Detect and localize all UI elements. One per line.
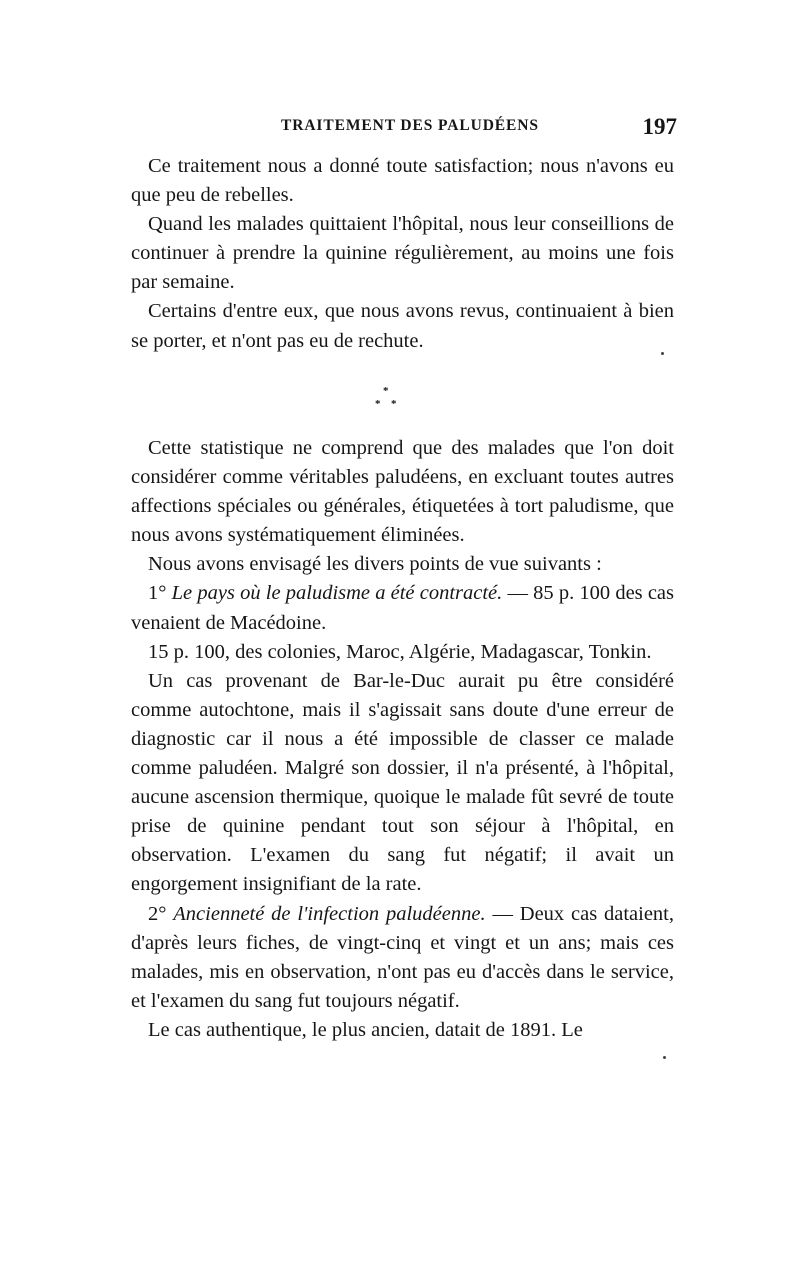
point-one-title: Le pays où le paludisme a été contracté.	[171, 582, 503, 605]
paragraph-colonies: 15 p. 100, des colonies, Maroc, Algérie, Madagascar, Tonkin.	[148, 640, 652, 663]
paragraph-advice-quinine: Quand les malades quittaient l'hôpital, nous leur conseillions de continuer à prendre la quinine régulièrement, au moins une fois par semaine.	[131, 213, 674, 294]
running-head	[131, 114, 677, 142]
asterisk-glyph: *	[391, 398, 397, 410]
point-one-number: 1°	[148, 582, 167, 605]
paragraph-satisfaction: Ce traitement nous a donné toute satisfaction; nous n'avons eu que peu de rebelles.	[131, 155, 674, 207]
point-two-number: 2°	[148, 902, 167, 925]
point-two-text: — Deux cas dataient, d'après leurs fiches, de vingt-cinq et vingt et un ans; mais ces malades, mis en observation, n'ont pas eu d'accès dans le service, et l'examen du sang fut toujours négatif.	[131, 902, 675, 1012]
paragraph-point-two	[131, 900, 674, 1016]
asterisk-glyph: *	[375, 398, 381, 410]
page-number: 197	[642, 114, 677, 139]
print-speck	[663, 1056, 666, 1059]
running-title: TRAITEMENT DES PALUDÉENS	[281, 117, 539, 134]
paragraph-point-one	[131, 579, 674, 637]
paragraph-points-intro: Nous avons envisagé les divers points de vue suivants :	[148, 553, 602, 576]
paragraph-no-relapse: Certains d'entre eux, que nous avons revus, continuaient à bien se porter, et n'ont pas eu de rechute.	[131, 300, 674, 352]
paragraph-statistics-scope: Cette statistique ne comprend que des malades que l'on doit considérer comme véritables paludéens, en excluant toutes autres affections spéciales ou générales, étiquetées à tort paludisme, que nous avons systématiquement éliminées.	[131, 437, 674, 547]
point-two-title: Ancienneté de l'infection paludéenne.	[173, 902, 486, 925]
section-statistics	[131, 434, 674, 1045]
paragraph-oldest-case: Le cas authentique, le plus ancien, datait de 1891. Le	[148, 1018, 583, 1041]
point-one-text: — 85 p. 100 des cas venaient de Macédoine.	[131, 582, 675, 634]
asterisk-glyph: *	[383, 385, 389, 397]
print-speck	[661, 352, 664, 355]
section-treatment-outcome	[131, 152, 674, 356]
section-separator-asterism	[370, 386, 410, 418]
paragraph-bar-le-duc-case: Un cas provenant de Bar-le-Duc aurait pu être considéré comme autochtone, mais il s'agissait sans doute d'une erreur de diagnostic car il nous a été impossible de classer ce malade comme paludéen. Malgré son dossier, il n'a présenté, à l'hôpital, aucune ascension thermique, quoique le malade fût sevré de toute prise de quinine pendant tout son séjour à l'hôpital, en observation. L'examen du sang fut négatif; il avait un engorgement insignifiant de la rate.	[131, 669, 674, 896]
